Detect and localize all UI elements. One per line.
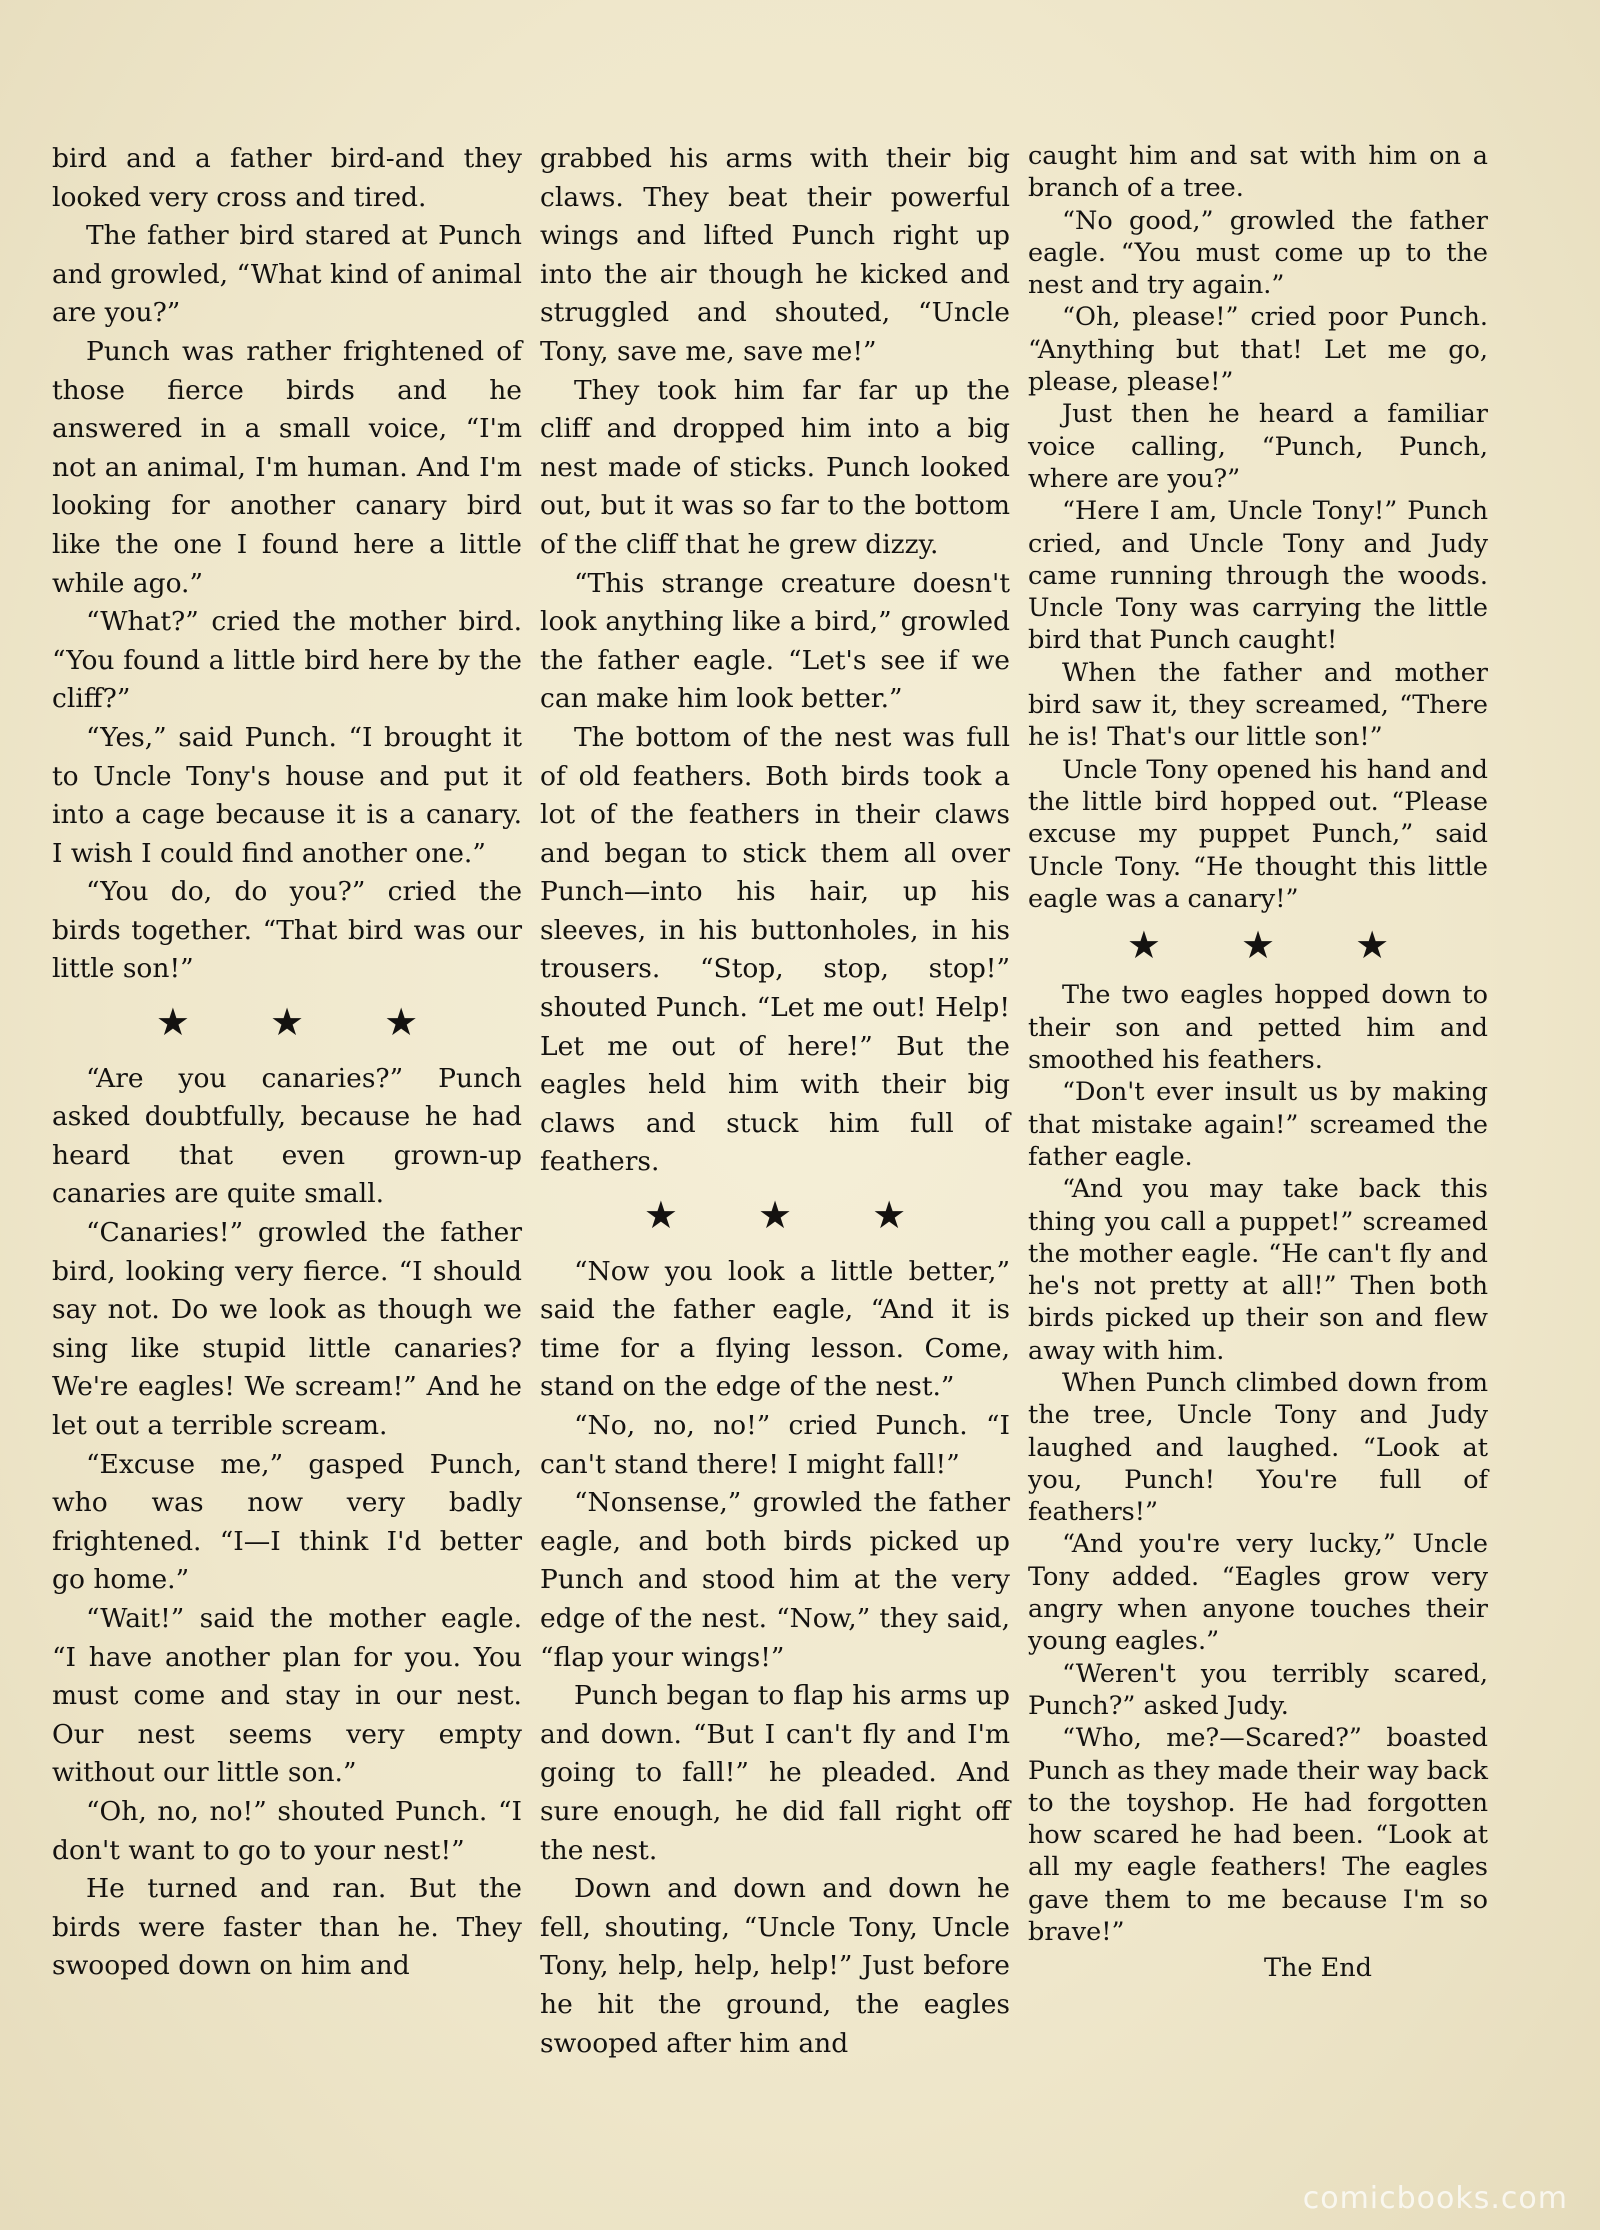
paragraph: “Now you look a little better,” said the father eagle, “And it is time for a flying lesson. Come, stand on the edge of the nest.” bbox=[540, 1255, 1010, 1403]
paragraph: Punch began to flap his arms up and down. “But I can't fly and I'm going to fall!” he pleaded. And sure enough, he did fall right off the nest. bbox=[540, 1680, 1010, 1866]
paragraph: “Are you canaries?” Punch asked doubtfully, because he had heard that even grown-up canaries are quite small. bbox=[52, 1062, 522, 1210]
section-separator-stars: ★ ★ ★ bbox=[1126, 923, 1424, 968]
paragraph: Down and down and down he fell, shouting, “Uncle Tony, Uncle Tony, help, help, help!” Just before he hit the ground, the eagles swooped after him and bbox=[540, 1873, 1010, 2059]
paragraph: “And you're very lucky,” Uncle Tony added. “Eagles grow very angry when anyone touches their young eagles.” bbox=[1028, 1529, 1488, 1657]
paragraph: “And you may take back this thing you call a puppet!” screamed the mother eagle. “He can't fly and he's not pretty at all!” Then both birds picked up their son and flew away with him. bbox=[1028, 1174, 1488, 1366]
paragraph: “Don't ever insult us by making that mistake again!” screamed the father eagle. bbox=[1028, 1077, 1488, 1172]
paragraph: “This strange creature doesn't look anything like a bird,” growled the father eagle. “Let's see if we can make him look better.” bbox=[540, 567, 1010, 715]
paragraph: bird and a father bird-and they looked very cross and tired. bbox=[52, 143, 522, 213]
paragraph: “Nonsense,” growled the father eagle, and both birds picked up Punch and stood him at the very edge of the nest. “Now,” they said, “flap your wings!” bbox=[540, 1487, 1010, 1673]
story-column-1 bbox=[52, 140, 522, 1986]
paragraph: The bottom of the nest was full of old feathers. Both birds took a lot of the feathers in their claws and began to stick them all over Punch—into his hair, up his sleeves, in his buttonholes, in his trousers. “Stop, stop, stop!” shouted Punch. “Let me out! Help! Let me out of here!” But the eagles held him with their big claws and stuck him full of feathers. bbox=[540, 721, 1010, 1178]
section-separator-stars: ★ ★ ★ bbox=[155, 1000, 453, 1045]
story-column-3 bbox=[1028, 140, 1488, 1985]
paragraph: When Punch climbed down from the tree, Uncle Tony and Judy laughed and laughed. “Look at you, Punch! You're full of feathers!” bbox=[1028, 1367, 1488, 1528]
paragraph: Punch was rather frightened of those fierce birds and he answered in a small voice, “I'm not an animal, I'm human. And I'm looking for another canary bird like the one I found here a little while ago.” bbox=[52, 335, 522, 599]
paragraph: caught him and sat with him on a branch of a tree. bbox=[1028, 141, 1488, 204]
paragraph: “Here I am, Uncle Tony!” Punch cried, and Uncle Tony and Judy came running through the woods. Uncle Tony was carrying the little bird that Punch caught! bbox=[1028, 496, 1488, 656]
paragraph: The two eagles hopped down to their son and petted him and smoothed his feathers. bbox=[1028, 980, 1488, 1076]
paragraph: “Excuse me,” gasped Punch, who was now very badly frightened. “I—I think I'd better go home.” bbox=[52, 1448, 522, 1596]
paragraph: “No, no, no!” cried Punch. “I can't stand there! I might fall!” bbox=[540, 1410, 1010, 1480]
the-end-label: The End bbox=[1264, 1953, 1372, 1984]
paragraph: “Weren't you terribly scared, Punch?” asked Judy. bbox=[1028, 1658, 1488, 1721]
paragraph: “Who, me?—Scared?” boasted Punch as they made their way back to the toyshop. He had forgotten how scared he had been. “Look at all my eagle feathers! The eagles gave them to me because I'm so brave!” bbox=[1028, 1723, 1488, 1948]
paragraph: “Wait!” said the mother eagle. “I have another plan for you. You must come and stay in our nest. Our nest seems very empty without our little son.” bbox=[52, 1602, 522, 1789]
paragraph: “No good,” growled the father eagle. “You must come up to the nest and try again.” bbox=[1028, 205, 1488, 301]
section-separator-stars: ★ ★ ★ bbox=[643, 1193, 941, 1238]
paragraph: They took him far far up the cliff and dropped him into a big nest made of sticks. Punch looked out, but it was so far to the bottom of the cliff that he grew dizzy. bbox=[540, 374, 1010, 560]
paragraph: The father bird stared at Punch and growled, “What kind of animal are you?” bbox=[52, 220, 522, 329]
site-watermark: comicbooks.com bbox=[1302, 2181, 1568, 2216]
paragraph: “Canaries!” growled the father bird, looking very fierce. “I should say not. Do we look as though we sing like stupid little canaries? We're eagles! We scream!” And he let out a terrible scream. bbox=[52, 1217, 522, 1441]
paragraph: “Oh, please!” cried poor Punch. “Anything but that! Let me go, please, please!” bbox=[1028, 302, 1488, 398]
paragraph: When the father and mother bird saw it, they screamed, “There he is! That's our little son!” bbox=[1028, 657, 1488, 753]
paragraph: “Yes,” said Punch. “I brought it to Uncle Tony's house and put it into a cage because it is a canary. I wish I could find another one.” bbox=[52, 721, 522, 869]
paragraph: grabbed his arms with their big claws. They beat their powerful wings and lifted Punch right up into the air though he kicked and struggled and shouted, “Uncle Tony, save me, save me!” bbox=[540, 143, 1010, 367]
paragraph: Uncle Tony opened his hand and the little bird hopped out. “Please excuse my puppet Punch,” said Uncle Tony. “He thought this little eagle was a canary!” bbox=[1028, 754, 1488, 914]
paragraph: Just then he heard a familiar voice calling, “Punch, Punch, where are you?” bbox=[1028, 399, 1488, 494]
paragraph: He turned and ran. But the birds were faster than he. They swooped down on him and bbox=[52, 1873, 522, 1982]
paragraph: “Oh, no, no!” shouted Punch. “I don't want to go to your nest!” bbox=[52, 1795, 522, 1866]
paragraph: “You do, do you?” cried the birds together. “That bird was our little son!” bbox=[52, 876, 522, 985]
paragraph: “What?” cried the mother bird. “You found a little bird here by the cliff?” bbox=[52, 606, 522, 715]
story-column-2 bbox=[540, 140, 1010, 2063]
